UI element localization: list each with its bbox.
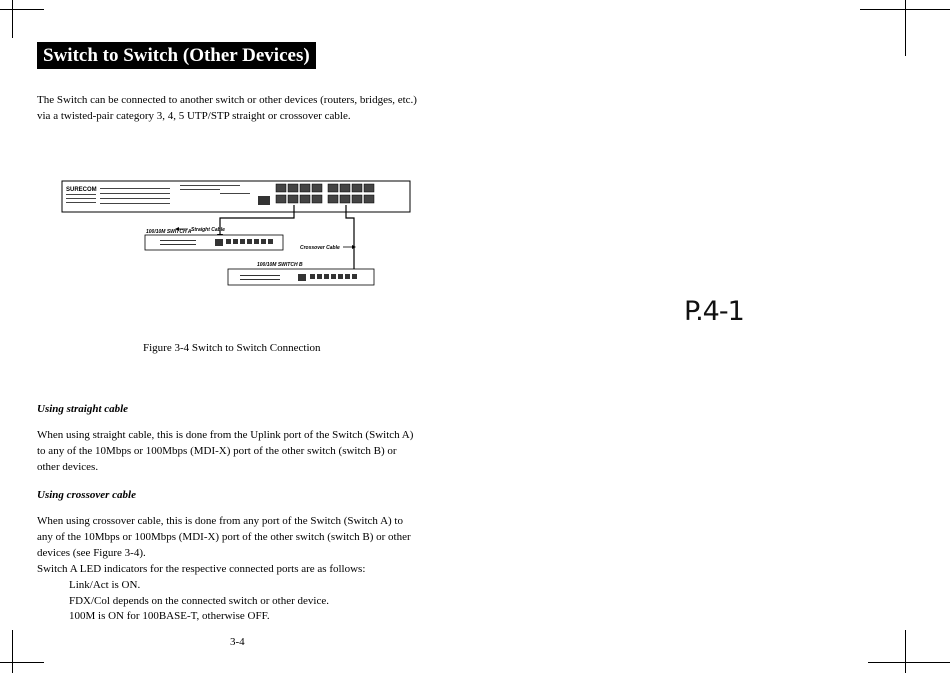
switch-connection-diagram — [60, 178, 420, 293]
page-title: Switch to Switch (Other Devices) — [37, 42, 316, 69]
led-line-3: 100M is ON for 100BASE-T, otherwise OFF. — [69, 610, 270, 622]
figure-caption: Figure 3-4 Switch to Switch Connection — [143, 342, 321, 354]
crossover-cable-heading: Using crossover cable — [37, 489, 136, 501]
straight-line-2: to any of the 10Mbps or 100Mbps (MDI-X) port of the other switch (switch B) or — [37, 445, 397, 457]
crop-mark-tr-h — [860, 9, 950, 10]
main-uplink-port — [258, 196, 270, 205]
straight-line-3: other devices. — [37, 461, 99, 473]
straight-cable-label: Straight Cable — [191, 227, 225, 233]
brand-logo: SURECOM — [66, 187, 97, 193]
crossover-line-1: When using crossover cable, this is done from any port of the Switch (Switch A) to — [37, 515, 403, 527]
crossover-line-3: devices (see Figure 3-4). — [37, 547, 146, 559]
page-reference: P.4-1 — [684, 296, 744, 327]
crossover-cable-label: Crossover Cable — [300, 245, 340, 251]
crop-mark-bl-h — [0, 662, 44, 663]
crossover-line-4: Switch A LED indicators for the respective connected ports are as follows: — [37, 563, 366, 575]
led-line-2: FDX/Col depends on the connected switch or other device. — [69, 595, 329, 607]
crop-mark-bl-v — [12, 630, 13, 673]
page-number: 3-4 — [230, 636, 245, 648]
crop-mark-tl-h — [0, 9, 44, 10]
straight-line-1: When using straight cable, this is done from the Uplink port of the Switch (Switch A) — [37, 429, 414, 441]
switch-b-label: 100/10M SWITCH B — [257, 262, 303, 268]
intro-line-1: The Switch can be connected to another switch or other devices (routers, bridges, etc.) — [37, 94, 417, 106]
crop-mark-br-v — [905, 630, 906, 673]
crossover-cable-line — [346, 205, 354, 278]
crop-mark-tl-v — [12, 0, 13, 38]
switch-a-label: 100/10M SWITCH A — [146, 229, 192, 235]
crossover-line-2: any of the 10Mbps or 100Mbps (MDI-X) port of the other switch (switch B) or other — [37, 531, 411, 543]
intro-line-2: via a twisted-pair category 3, 4, 5 UTP/STP straight or crossover cable. — [37, 110, 351, 122]
crop-mark-br-h — [868, 662, 950, 663]
straight-cable-heading: Using straight cable — [37, 403, 129, 415]
led-line-1: Link/Act is ON. — [69, 579, 141, 591]
